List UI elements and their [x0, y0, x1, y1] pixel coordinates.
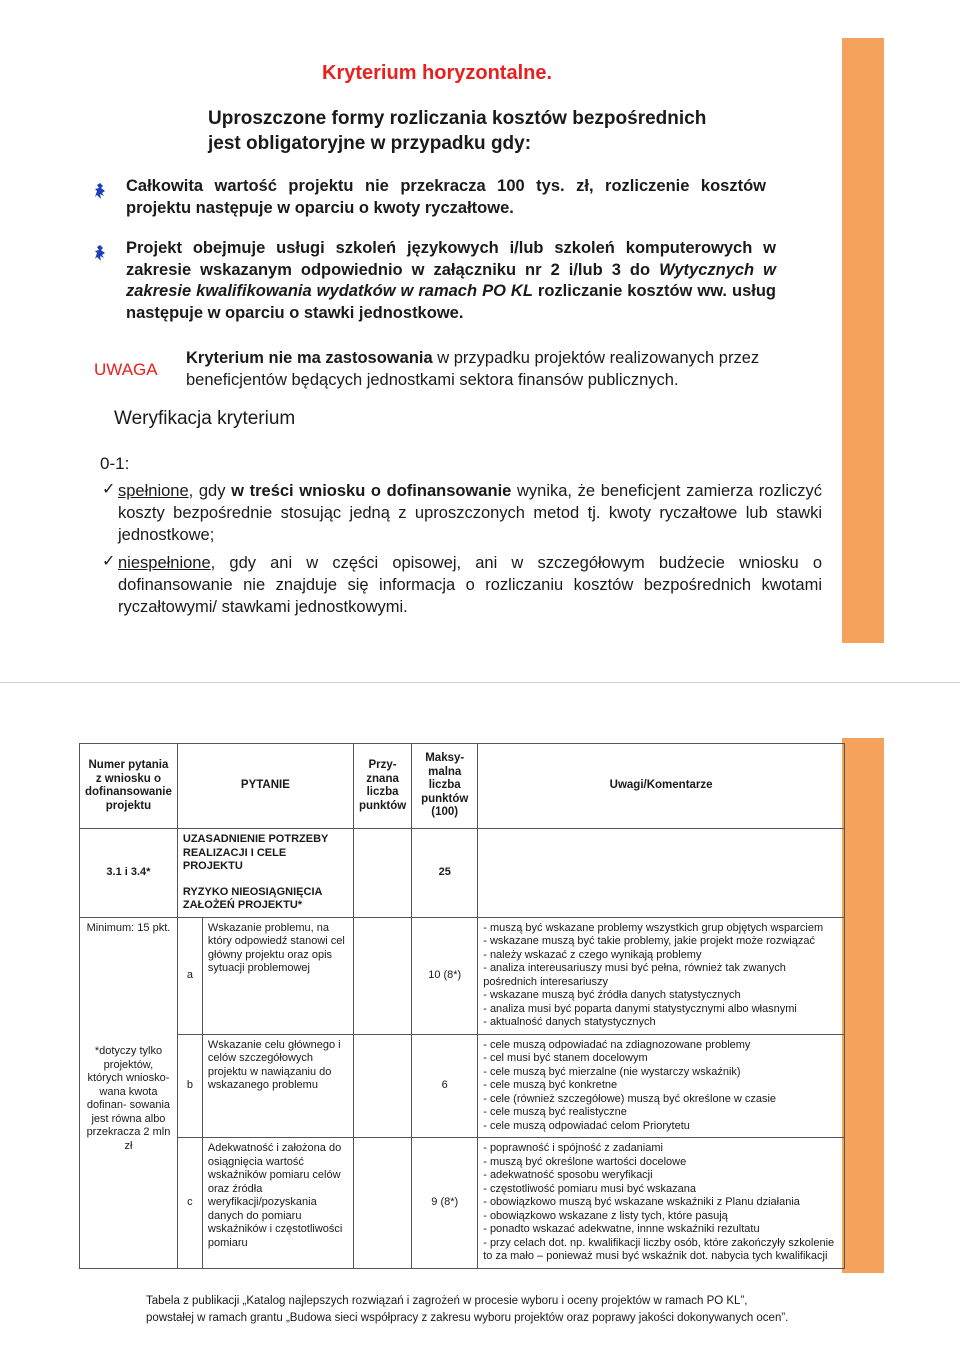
row-c-awarded	[353, 1138, 411, 1269]
score-range: 0-1:	[100, 454, 130, 473]
row-b-max: 6	[412, 1034, 478, 1138]
row-c-remarks	[478, 1138, 845, 1269]
decorative-orange-bar-2	[842, 738, 884, 1273]
row-a-awarded	[353, 917, 411, 1034]
row-b-question: Wskazanie celu głównego i celów szczegółowych projektu w nawiązaniu do wskazanego problemu	[202, 1034, 353, 1138]
check-1-c: wynika, że beneficjent zamierza rozliczyć koszty bezpośrednie stosując jedną z uproszczonych metod tj. kwoty ryczałtowe lub stawki jednostkowe;	[118, 482, 822, 544]
minimum-label: Minimum: 15 pkt.	[86, 921, 171, 934]
remark-line: - cele (również szczegółowe) muszą być określone w czasie	[483, 1092, 777, 1105]
bullet-1-text: Całkowita wartość projektu nie przekracza 100 tys. zł, rozliczenie kosztów projektu następuje w oparciu o kwoty ryczałtowe.	[126, 177, 766, 217]
remark-line: - obowiązkowo muszą być wskazane wskaźniki z Planu działania	[483, 1196, 800, 1208]
table-header-row	[80, 744, 845, 829]
remark-line: - cele muszą odpowiadać celom Priorytetu	[483, 1119, 690, 1132]
uwaga-label: UWAGA	[94, 360, 158, 379]
footer-line-2: powstałej w ramach grantu „Budowa sieci współpracy z zakresu wyboru projektów oraz poprawy jakości dokonywanych ocen”.	[146, 1312, 789, 1324]
remark-line: - przy celach dot. np. kwalifikacji liczby osób, które zakończyły szkolenie to za mało – ponieważ musi być wskaźnik dot. nabycia tych kwalifikacji	[483, 1236, 835, 1262]
remark-line: - cel musi być stanem docelowym	[483, 1052, 648, 1064]
header-awarded: Przy- znana liczba punktów	[353, 744, 411, 829]
row-a-remarks	[478, 917, 845, 1034]
section-number: 3.1 i 3.4*	[80, 829, 178, 918]
uwaga-rest: w przypadku projektów realizowanych przez beneficjentów będących jednostkami sektora finansów publicznych.	[186, 349, 760, 389]
checkmark-icon: ✓	[102, 553, 116, 570]
bullet-2-text	[126, 238, 776, 324]
remark-line: - ponadto wskazać adekwatne, innne wskaźniki rezultatu	[483, 1223, 760, 1235]
min-and-footnote	[80, 917, 178, 1268]
bullet-2-part-c: rozliczanie kosztów ww. usług następuje w oparciu o stawki jednostkowe.	[126, 282, 776, 322]
row-c-max: 9 (8*)	[412, 1138, 478, 1269]
remark-line: - analiza intereusariuszy musi być pełna, również tak zwanych pośrednich interesariuszy	[483, 962, 786, 988]
criteria-table	[79, 743, 845, 1269]
check-1-underlined: spełnione	[118, 482, 189, 500]
footer-line-1: Tabela z publikacji „Katalog najlepszych rozwiązań i zagrożeń w procesie wyboru i oceny projektów w ramach PO KL”,	[146, 1295, 748, 1307]
section-title-2: RYZYKO NIEOSIĄGNIĘCIA ZAŁOŻEŃ PROJEKTU*	[182, 885, 323, 911]
check-1-a: , gdy	[188, 482, 232, 500]
bullet-2-italic: Wytycznych w zakresie kwalifikowania wydatków w ramach PO KL	[126, 260, 776, 300]
verification-heading: Weryfikacja kryterium	[114, 408, 296, 429]
page-title: Kryterium horyzontalne.	[322, 62, 553, 84]
section-remarks	[478, 829, 845, 918]
remark-line: - wskazane muszą być takie problemy, jakie projekt może rozwiązać	[483, 935, 815, 947]
page-divider	[0, 682, 960, 683]
section-title-1: UZASADNIENIE POTRZEBY REALIZACJI I CELE PROJEKTU	[182, 833, 329, 872]
subtitle-line-1: Uproszczone formy rozliczania kosztów bezpośrednich	[208, 108, 707, 129]
table-row-b	[80, 1034, 845, 1138]
row-b-awarded	[353, 1034, 411, 1138]
bullet-icon	[94, 182, 104, 200]
check-1-bold: w treści wniosku o dofinansowanie	[231, 482, 512, 500]
remark-line: - adekwatność sposobu weryfikacji	[483, 1169, 653, 1181]
remark-line: - należy wskazać z czego wynikają problemy	[483, 948, 702, 961]
decorative-orange-bar	[842, 38, 884, 643]
uwaga-bold: Kryterium nie ma zastosowania	[186, 349, 433, 367]
row-letter: a	[177, 917, 202, 1034]
header-remarks: Uwagi/Komentarze	[478, 744, 845, 829]
remark-line: - cele muszą odpowiadać na zdiagnozowane problemy	[483, 1038, 751, 1051]
check-2-text	[118, 552, 822, 618]
row-c-question: Adekwatność i założona do osiągnięcia wartość wskaźników pomiaru celów oraz źródła weryfikacji/pozyskania danych do pomiaru wskaźników i częstotliwości pomiaru	[202, 1138, 353, 1269]
footnote: *dotyczy tylko projektów, których wniosko- wana kwota dofinan- sowania jest równa albo przekracza 2 mln zł	[86, 1045, 171, 1152]
header-question: PYTANIE	[177, 744, 353, 829]
table-row-c	[80, 1138, 845, 1269]
source-footer	[146, 1293, 846, 1327]
uwaga-text	[186, 347, 786, 391]
section-max: 25	[412, 829, 478, 918]
remark-line: - muszą być wskazane problemy wszystkich grup objętych wsparciem	[483, 921, 824, 934]
subtitle	[208, 106, 706, 156]
remark-line: - cele muszą być mierzalne (nie wystarczy wskaźnik)	[483, 1065, 741, 1078]
check-1-text	[118, 480, 822, 546]
remark-line: - poprawność i spójność z zadaniami	[483, 1142, 663, 1154]
remark-line: - analiza musi być poparta danymi statystycznymi albo własnymi	[483, 1002, 797, 1015]
header-max: Maksy- malna liczba punktów (100)	[412, 744, 478, 829]
row-letter: c	[177, 1138, 202, 1269]
section-titles	[177, 829, 353, 918]
remark-line: - obowiązkowo wskazane z listy tych, które pasują	[483, 1209, 728, 1222]
row-a-question: Wskazanie problemu, na który odpowiedź stanowi cel główny projektu oraz opis sytuacji problemowej	[202, 917, 353, 1034]
row-letter: b	[177, 1034, 202, 1138]
row-a-max: 10 (8*)	[412, 917, 478, 1034]
remark-line: - cele muszą być realistyczne	[483, 1106, 627, 1118]
remark-line: - cele muszą być konkretne	[483, 1079, 618, 1091]
row-b-remarks	[478, 1034, 845, 1138]
section-row	[80, 829, 845, 918]
remark-line: - muszą być określone wartości docelowe	[483, 1155, 687, 1168]
table-row-a	[80, 917, 845, 1034]
check-2-rest: , gdy ani w części opisowej, ani w szczegółowym budżecie wniosku o dofinansowanie nie znajduje się informacja o rozliczaniu kosztów bezpośrednich kwotami ryczałtowymi/ stawkami jednostkowymi.	[118, 554, 822, 616]
section-awarded	[353, 829, 411, 918]
remark-line: - częstotliwość pomiaru musi być wskazana	[483, 1182, 696, 1195]
subtitle-line-2: jest obligatoryjne w przypadku gdy:	[208, 133, 532, 154]
remark-line: - aktualność danych statystycznych	[483, 1016, 656, 1028]
bullet-icon	[94, 244, 104, 262]
check-2-underlined: niespełnione	[118, 554, 211, 572]
header-number: Numer pytania z wniosku o dofinansowanie projektu	[80, 744, 178, 829]
checkmark-icon: ✓	[102, 481, 116, 498]
remark-line: - wskazane muszą być źródła danych statystycznych	[483, 989, 741, 1001]
bullet-2-part-a: Projekt obejmuje usługi szkoleń językowych i/lub szkoleń komputerowych w zakresie wskazanym odpowiednio w załączniku nr 2 i/lub 3 do	[126, 239, 776, 279]
